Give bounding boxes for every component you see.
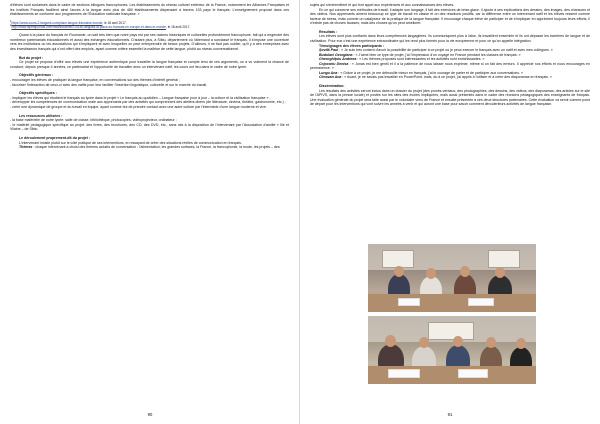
footnote-mark: 1 [10,19,12,23]
themes-text: : chaque intervenant a choisi des thèmes actuels de conversation : l'alimentation, les grandes surfaces, la France, la francophonie, la mode, les projets – des [32,145,280,150]
deroulement-paragraph: L'intervenant insiste plutôt sur le côté pratique de ses interventions, en essayant de créer des situations réelles de communication en français. [19,140,242,145]
student-head [486,337,496,348]
photo-paper [458,369,488,378]
resultats-heading: Résultats : [319,29,338,34]
intro-paragraph: d'élèves sont scolarisés dans le cadre de sections bilingues francophones. Les établissements du réseau culturel extérieur de la France, notamment les Alliances Françaises et les Instituts Français facilitent ainsi l'accès à la langue avec plus de 480 établissements dispensant à travers 133 pays le français. L'enseignement proposé dans ces établissements se conforme aux programmes de l'Éducation nationale française. » [10,3,289,17]
testimonial-name: Gheorghiţoiu Andreea [319,57,357,62]
photo-group [368,244,536,384]
testimonial [310,75,590,80]
context-paragraph: Quant à la place du français en Roumanie, on sait très bien que notre pays est par ses racines historiques et culturelles profondément francophone, fait qui a engendré des nombreux partenariats éducationnels et aussi des échanges éducationnels. D'autant plus, à Sibiu, département où l'allemand a surclassé le français, il s'impose une ouverture vers les institutions ou les associations qui s'impliquent et avec lesquelles on peut entreprendre de beaux projets. D'ailleurs, il ne faut pas oublier, qu'il y a des entreprises avec des investisseurs français qui s'ont offert des emplois, ayant comme critère essentiel la maîtrise de cette langue, plutôt au niveau conversationnel. [10,33,289,51]
generaux-item-2: - favoriser l'interaction de ceux-ci avec des natifs pour leur faciliter l'insertion linguistique, culturelle et sur le marché du travail. [10,82,208,87]
student-head [385,335,396,347]
testimonial-name: Lungu Ana [319,70,338,75]
testimonial-text: : « Les thèmes proposés sont intéressantes et les activités sont enrichissantes. » [356,57,485,62]
testimonial-name: Cimozan Ana [319,75,342,80]
but-paragraph: Ce projet se propose d'offrir aux élèves une expérience authentique pour travailler la langue française et compte tenu de ces arguments, on a vu vraiment la chance de conclure, depuis presque 4 années, ce partenariat et l'opportunité de travailler avec un intervenant natif, les cours ont lieu dans le cadre de notre lycée. [10,60,289,69]
dissemination-heading: Dissémination: [319,84,345,89]
testimonial [310,62,590,71]
page-number-right: 91 [447,412,453,418]
but-heading: But du projet : [19,55,44,60]
photo-paper [388,369,420,378]
temoignages-heading: Témoignages des élèves participants : [319,43,385,48]
right-page [300,0,600,424]
themes-paragraph [10,145,289,150]
page-number-left: 90 [147,412,153,418]
top-paragraph: sujets qui s'entremêlent et qui font appel aux expériences et aux connaissances des élèves. [310,3,455,7]
student-head [426,268,436,279]
testimonial-name: Budulaci Georgiana [319,52,353,57]
student-head [419,337,429,348]
footnote-date-1: , le 18 avril 2017. [102,20,127,25]
ressources-item-2: - le matériel pédagogique spécifique au projet: des livres, des brochures, des CD, des DVD, etc., sans mis à la disposition de l'intervenant par l'Association d'amitié « Ille et Vilaine – de Sibiu. [10,122,289,132]
student-head [453,336,463,347]
student-head [460,266,470,277]
testimonial-text: : « J'aime bien ce type de projet, j'ai l'impression d'un voyage en France pendant les classes de français. » [352,52,521,57]
photo-paper [468,298,494,306]
footnote-link-2[interactable]: http://www.lepetitjournal.com/milan/societe/215146-langues-la-place-du-francais-en-europe-et-dans-le-monde [11,24,166,29]
testimonial-text: : « Jonas est bien gentil et il a la patience de nous laisser nous exprimer, même si on fait des erreurs. Il apprécie nos efforts et nous encourages en permanence. » [310,61,590,71]
photo-desk [368,294,536,312]
photo-window [428,322,474,340]
generaux-item-1: - encourager les élèves de pratiquer la langue française, en conversations sur des thèmes d'intérêt général ; [10,77,180,82]
specifiques-item-3: - créer une dynamique de groupe et du travail en équipe, ayant comme but de prendre contact avec une autre culture par l'intermède d'une langue moderne et vive. [10,104,267,109]
classroom-photo [368,244,536,312]
ressources-item-1: - la base matérielle de notre lycée: salle de classe, bibliothèque, photocopies, vidéoprojecteur, ordinateur ; [10,118,177,123]
ressources-heading: Les ressources utilisées : [19,113,63,118]
photo-window [488,250,520,268]
photo-paper [398,298,420,306]
themes-label: Thèmes [19,145,33,150]
testimonial-name: Şovită Paul [319,48,339,53]
student-head [394,266,404,277]
footnote-link-1[interactable]: https://www.cours-2-langues.com/place-langue-francaise-monde [11,20,103,25]
testimonial-text: : « Je suis très content d'avoir la possibilité de participer à ce projet où je peux exercer le français avec un natif et avec mes collègues. » [338,48,553,53]
student-head [495,267,505,278]
footnote-date-2: , le 18 avril 2017. [165,24,191,29]
testimonial-text: : « Avant, je ne savais pas travailler en PowerPoint, mais, du à ce projet, j'ai appris à l'utiliser et à créer des diaporamas en français. » [341,75,552,80]
dissemination-paragraph: Les résultats des activités seront inclus dans un dossier du projet (des procès-verbaux, des photographies, des dessins, des vidéos, des diaporamas, des articles sur le site de l'APIVS, dans la presse locale) et postés sur les sites des écoles impliquées, mais aussi présentés dans le cadre des réunions pédagogiques des enseignants de français. Une évaluation générale du projet sera faite aussi par le volontaire venu de France et ensuite présentée à ces deux structures partenaires. Cette évaluation va servir comme point de départ pour les interventions qui vont suivre les années à venir et qui auront une base pour savoir comment déroulerleurs activités de langue française. [310,88,590,107]
specifiques-item-1: - impliquer les élèves qui étudient le français au lycée dans le projet « Le français au quotidien – Langue française pour à jour – la culture et la civilisation française » ; [10,95,271,100]
classroom-photo [368,316,536,384]
resultats-paragraph: Les élèves sont plus confiants dans leurs compétences langagières. Ils communiquent plus à l'aise, ils travaillent ensemble et ils ont dépassé les barrières de langue et de civilisation. Pour eux c'est une expérience extraordinaire qui les rend plus formés pour la vie européenne et pour ce qu'on appelle intégration. [310,34,590,44]
specifiques-heading: Objectifs spécifiques : [19,91,57,96]
student-head [516,338,526,349]
deroulement-heading: Le déroulement proprement-dit du projet : [19,135,90,140]
footnote-mark-2: 2 [10,23,12,27]
testimonial-name: Cojocariu Denisa [319,61,349,66]
specifiques-item-2: - développer les compétences de communication orale aux apprenants par des activités qui comprennent des ateliers divers (de littérature, cinéma, théâtre, gastronomie, etc.) ; [10,100,286,105]
generaux-heading: Objectifs généraux : [19,73,54,78]
methods-paragraph: En ce qui concerne ses méthodes de travail, il adapte son langage, il fait des exercices de brise-glace. Il ajoute à ses explications des dessins, des images, des chansons et des vidéos. Nos apprenants aiment beaucoup ce type de travail en classe et on des réactions positifs, car la différence entre un intervenant natif et les élèves ressent comme facteur de stress, mais comme un catalyseur de la pratique de la langue française. Il encourage chaque élève de participer et de s'impliquer en apprécient toujours leurs efforts, il n'existe pas de choses fausses, mais des choses qu'on peut améliorer. [310,7,590,26]
testimonial-text: : « Grâce à ce projet, je me débrouille mieux en français, j'ai le courage de parler et de participer aux conversations. » [337,70,523,75]
